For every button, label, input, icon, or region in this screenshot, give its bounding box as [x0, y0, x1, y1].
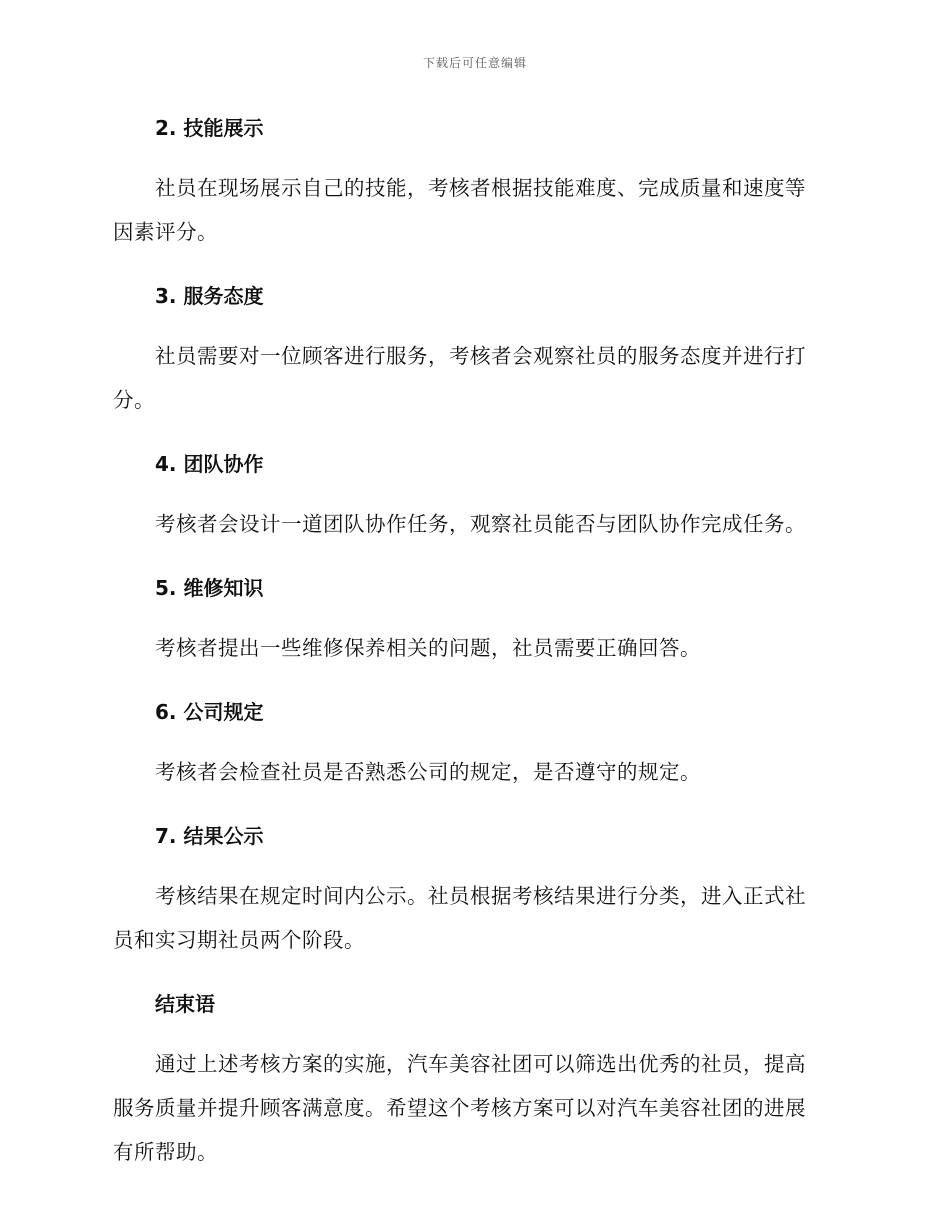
section-paragraph-skill-display: 社员在现场展示自己的技能，考核者根据技能难度、完成质量和速度等 因素评分。 [113, 176, 806, 244]
section-heading-service-attitude: 3. 服务态度 [155, 284, 264, 308]
section-heading-teamwork: 4. 团队协作 [155, 452, 264, 476]
section-heading-skill-display: 2. 技能展示 [155, 116, 264, 140]
page-header: 下载后可任意编辑 [422, 56, 527, 70]
document-body [113, 112, 833, 1174]
section-paragraph-repair-knowledge: 考核者提出一些维修保养相关的问题，社员需要正确回答。 [155, 636, 701, 660]
section-heading-repair-knowledge: 5. 维修知识 [155, 576, 264, 600]
section-paragraph-conclusion: 通过上述考核方案的实施，汽车美容社团可以筛选出优秀的社员，提高 服务质量并提升顾客满意度。希望这个考核方案可以对汽车美容社团的进展 有所帮助。 [113, 1052, 806, 1164]
section-paragraph-result-announcement: 考核结果在规定时间内公示。社员根据考核结果进行分类，进入正式社 员和实习期社员两个阶段。 [113, 884, 806, 952]
section-heading-company-rules: 6. 公司规定 [155, 700, 264, 724]
section-paragraph-teamwork: 考核者会设计一道团队协作任务，观察社员能否与团队协作完成任务。 [155, 512, 806, 536]
section-paragraph-service-attitude: 社员需要对一位顾客进行服务，考核者会观察社员的服务态度并进行打 分。 [113, 344, 806, 412]
section-paragraph-company-rules: 考核者会检查社员是否熟悉公司的规定，是否遵守的规定。 [155, 760, 701, 784]
section-heading-result-announcement: 7. 结果公示 [155, 824, 264, 848]
section-heading-conclusion: 结束语 [155, 992, 215, 1016]
